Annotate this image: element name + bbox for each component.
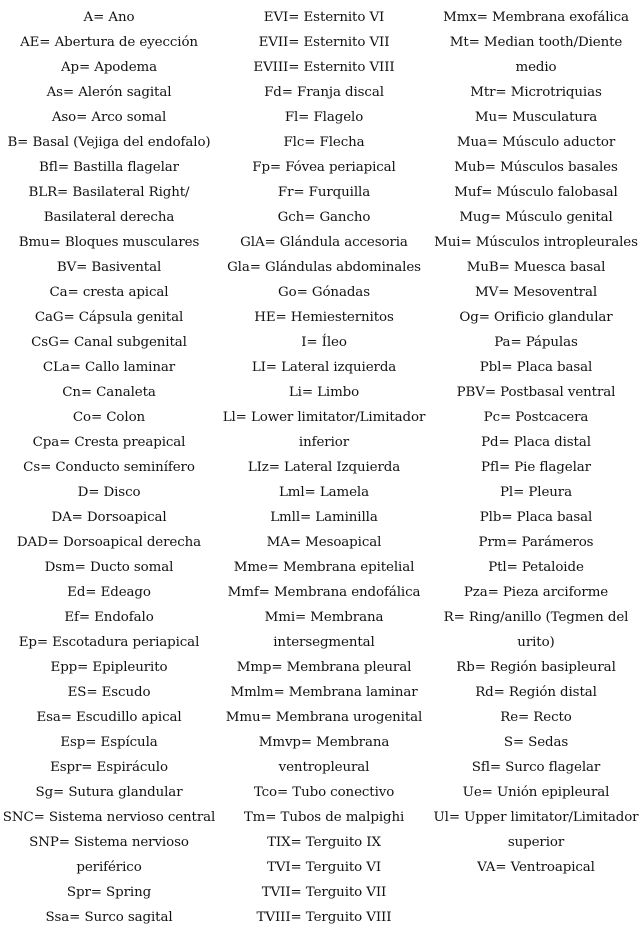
abbreviation-entry: R= Ring/anillo (Tegmen del xyxy=(443,610,629,625)
abbreviation-entry: periférico xyxy=(76,860,142,875)
abbreviation-entry: Rb= Región basipleural xyxy=(456,660,616,675)
abbreviation-entry: BLR= Basilateral Right/ xyxy=(28,185,190,200)
abbreviation-entry: Ap= Apodema xyxy=(60,60,158,75)
abbreviation-entry: TVII= Terguito VII xyxy=(261,885,387,900)
abbreviation-entry: Esp= Espícula xyxy=(60,735,158,750)
abbreviation-entry: Ep= Escotadura periapical xyxy=(18,635,200,650)
abbreviation-entry: Mmvp= Membrana xyxy=(258,735,390,750)
abbreviation-entry: Tm= Tubos de malpighi xyxy=(243,810,405,825)
abbreviation-entry: Ssa= Surco sagital xyxy=(45,910,173,925)
abbreviation-entry: Mmx= Membrana exofálica xyxy=(443,10,629,25)
abbreviation-entry: Mub= Músculos basales xyxy=(454,160,618,175)
abbreviation-entry: medio xyxy=(515,60,557,75)
abbreviation-entry: Ef= Endofalo xyxy=(64,610,154,625)
abbreviation-entry: Plb= Placa basal xyxy=(479,510,593,525)
abbreviation-entry: Pbl= Placa basal xyxy=(479,360,593,375)
abbreviation-entry: Bfl= Bastilla flagelar xyxy=(39,160,179,175)
abbreviation-entry: S= Sedas xyxy=(503,735,569,750)
abbreviation-entry: Re= Recto xyxy=(500,710,572,725)
abbreviation-entry: intersegmental xyxy=(273,635,375,650)
abbreviation-entry: EVI= Esternito VI xyxy=(263,10,385,25)
abbreviation-entry: urito) xyxy=(517,635,555,650)
abbreviation-entry: Epp= Epipleurito xyxy=(50,660,168,675)
abbreviation-entry: Pa= Pápulas xyxy=(494,335,578,350)
abbreviation-entry: Mu= Musculatura xyxy=(474,110,598,125)
abbreviation-entry: Mua= Músculo aductor xyxy=(456,135,616,150)
abbreviation-entry: I= Íleo xyxy=(301,335,347,350)
abbreviation-entry: PBV= Postbasal ventral xyxy=(456,385,616,400)
abbreviation-entry: Lmll= Laminilla xyxy=(270,510,378,525)
abbreviation-entry: Mmp= Membrana pleural xyxy=(236,660,412,675)
abbreviation-entry: Cpa= Cresta preapical xyxy=(32,435,186,450)
abbreviation-entry: Sfl= Surco flagelar xyxy=(471,760,601,775)
abbreviation-entry: ES= Escudo xyxy=(67,685,151,700)
abbreviation-entry: DA= Dorsoapical xyxy=(51,510,167,525)
abbreviation-entry: BV= Basivental xyxy=(56,260,162,275)
abbreviation-entry: CsG= Canal subgenital xyxy=(31,335,187,350)
abbreviation-entry: Pfl= Pie flagelar xyxy=(481,460,591,475)
abbreviation-entry: Mmlm= Membrana laminar xyxy=(230,685,418,700)
abbreviation-entry: A= Ano xyxy=(83,10,135,25)
abbreviation-entry: Basilateral derecha xyxy=(43,210,175,225)
abbreviation-entry: Mt= Median tooth/Diente xyxy=(449,35,623,50)
abbreviation-entry: Ed= Edeago xyxy=(67,585,151,600)
abbreviation-entry: Ptl= Petaloide xyxy=(488,560,584,575)
abbreviation-entry: Rd= Región distal xyxy=(475,685,597,700)
abbreviation-column-1 xyxy=(0,5,218,933)
abbreviation-entry: Sg= Sutura glandular xyxy=(35,785,183,800)
abbreviation-entry: D= Disco xyxy=(77,485,141,500)
abbreviation-entry: Pd= Placa distal xyxy=(481,435,591,450)
abbreviation-column-2 xyxy=(218,5,430,933)
abbreviation-entry: SNC= Sistema nervioso central xyxy=(2,810,216,825)
abbreviation-entry: Ul= Upper limitator/Limitador xyxy=(433,810,639,825)
abbreviation-entry: Li= Limbo xyxy=(288,385,360,400)
abbreviation-entry: Gch= Gancho xyxy=(277,210,371,225)
abbreviation-entry: Prm= Parámeros xyxy=(478,535,594,550)
abbreviation-entry: Bmu= Bloques musculares xyxy=(18,235,200,250)
abbreviation-entry: Spr= Spring xyxy=(66,885,152,900)
abbreviation-entry: LIz= Lateral Izquierda xyxy=(247,460,401,475)
abbreviation-entry: MA= Mesoapical xyxy=(266,535,382,550)
abbreviation-entry: MuB= Muesca basal xyxy=(466,260,606,275)
abbreviation-entry: Pza= Pieza arciforme xyxy=(463,585,609,600)
abbreviation-entry: Mtr= Microtriquias xyxy=(470,85,602,100)
abbreviation-entry: Muf= Músculo falobasal xyxy=(454,185,618,200)
abbreviation-entry: Tco= Tubo conectivo xyxy=(253,785,395,800)
abbreviation-entry: Ll= Lower limitator/Limitador xyxy=(222,410,426,425)
abbreviation-entry: Ca= cresta apical xyxy=(49,285,169,300)
abbreviation-entry: EVIII= Esternito VIII xyxy=(253,60,395,75)
abbreviation-entry: inferior xyxy=(298,435,350,450)
abbreviation-entry: Ue= Unión epipleural xyxy=(462,785,610,800)
abbreviation-entry: EVII= Esternito VII xyxy=(258,35,390,50)
abbreviation-entry: VA= Ventroapical xyxy=(477,860,595,875)
abbreviation-entry: TVI= Terguito VI xyxy=(266,860,382,875)
abbreviation-entry: Cs= Conducto seminífero xyxy=(23,460,195,475)
abbreviation-entry: TIX= Terguito IX xyxy=(267,835,381,850)
abbreviation-entry: Mmi= Membrana xyxy=(264,610,384,625)
abbreviation-entry: Cn= Canaleta xyxy=(62,385,156,400)
abbreviation-entry: As= Alerón sagital xyxy=(46,85,172,100)
abbreviation-entry: MV= Mesoventral xyxy=(474,285,598,300)
abbreviation-entry: Go= Gónadas xyxy=(278,285,370,300)
abbreviation-entry: superior xyxy=(507,835,565,850)
abbreviation-entry: GlA= Glándula accesoria xyxy=(240,235,408,250)
abbreviation-entry: Gla= Glándulas abdominales xyxy=(227,260,421,275)
abbreviation-entry: Esa= Escudillo apical xyxy=(36,710,182,725)
abbreviation-entry: Co= Colon xyxy=(72,410,146,425)
abbreviation-entry: HE= Hemiesternitos xyxy=(254,310,394,325)
abbreviation-entry: Pl= Pleura xyxy=(500,485,572,500)
abbreviation-column-3 xyxy=(430,5,642,933)
abbreviation-entry: Fd= Franja discal xyxy=(264,85,384,100)
abbreviation-entry: Mug= Músculo genital xyxy=(459,210,613,225)
abbreviation-entry: Og= Orificio glandular xyxy=(459,310,613,325)
abbreviation-entry: AE= Abertura de eyección xyxy=(20,35,198,50)
abbreviation-entry: Fl= Flagelo xyxy=(284,110,364,125)
abbreviation-entry: Espr= Espiráculo xyxy=(50,760,168,775)
abbreviation-entry: Fr= Furquilla xyxy=(277,185,371,200)
abbreviation-entry: Fp= Fóvea periapical xyxy=(252,160,396,175)
abbreviation-entry: Pc= Postcacera xyxy=(483,410,589,425)
abbreviation-entry: Flc= Flecha xyxy=(283,135,365,150)
abbreviation-entry: SNP= Sistema nervioso xyxy=(29,835,189,850)
abbreviation-entry: Mui= Músculos intropleurales xyxy=(434,235,638,250)
abbreviation-entry: Mme= Membrana epitelial xyxy=(233,560,415,575)
abbreviation-entry: TVIII= Terguito VIII xyxy=(256,910,392,925)
abbreviation-entry: Dsm= Ducto somal xyxy=(44,560,174,575)
abbreviation-entry: ventropleural xyxy=(278,760,370,775)
abbreviation-entry: LI= Lateral izquierda xyxy=(251,360,397,375)
abbreviation-entry: Mmf= Membrana endofálica xyxy=(227,585,421,600)
abbreviation-entry: DAD= Dorsoapical derecha xyxy=(16,535,202,550)
abbreviation-entry: Aso= Arco somal xyxy=(51,110,167,125)
abbreviation-entry: B= Basal (Vejiga del endofalo) xyxy=(7,135,211,150)
abbreviation-entry: Lml= Lamela xyxy=(278,485,369,500)
abbreviation-entry: CLa= Callo laminar xyxy=(42,360,176,375)
abbreviation-entry: CaG= Cápsula genital xyxy=(34,310,184,325)
abbreviation-entry: Mmu= Membrana urogenital xyxy=(225,710,423,725)
